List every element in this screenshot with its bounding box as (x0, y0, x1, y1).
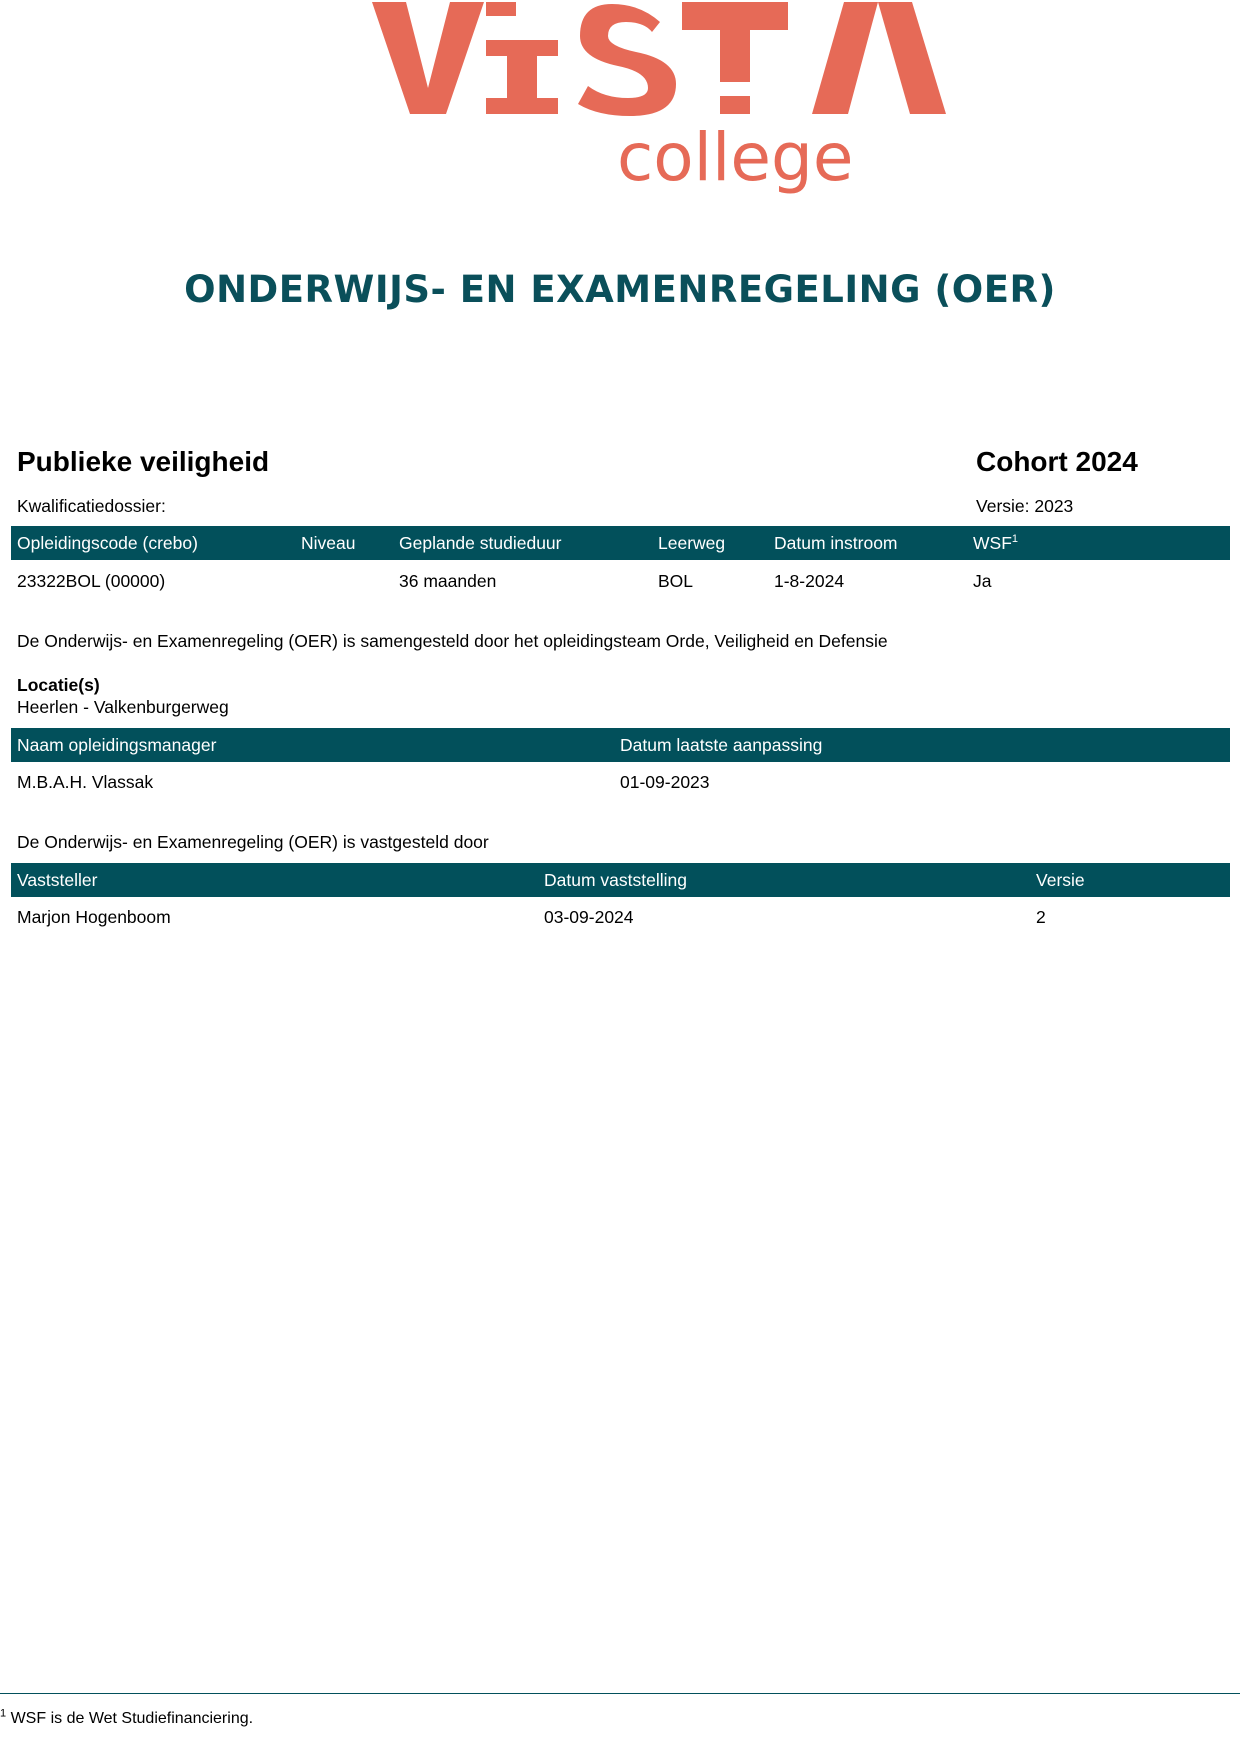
cohort-label: Cohort 2024 (976, 446, 1138, 477)
locations-value: Heerlen - Valkenburgerweg (17, 697, 229, 717)
footnote (0, 1707, 254, 1728)
manager-table-header (11, 728, 1230, 762)
cell-datum-instroom: 1-8-2024 (774, 571, 845, 591)
cell-leerweg: BOL (658, 571, 694, 591)
cell-opleidingscode: 23322BOL (00000) (17, 571, 166, 591)
vaststelling-table-header (11, 863, 1230, 897)
logo-subtext: college (617, 119, 854, 196)
established-by-text: De Onderwijs- en Examenregeling (OER) is vastgesteld door (17, 832, 489, 852)
program-name: Publieke veiligheid (17, 446, 270, 477)
header-niveau: Niveau (301, 533, 356, 553)
kwalificatiedossier-label: Kwalificatiedossier: (17, 496, 166, 516)
composed-by-text: De Onderwijs- en Examenregeling (OER) is samengesteld door het opleidingsteam Orde, Veiligheid en Defensie (17, 631, 888, 651)
header-opleidingscode: Opleidingscode (crebo) (17, 533, 198, 553)
footnote-divider (0, 1693, 1240, 1694)
header-laatste-aanpassing: Datum laatste aanpassing (620, 735, 823, 755)
table-row (11, 765, 1230, 799)
header-studieduur: Geplande studieduur (399, 533, 562, 553)
footnote-number: 1 (0, 1707, 7, 1720)
cell-studieduur: 36 maanden (399, 571, 497, 591)
table-row (11, 564, 1230, 598)
wsf-footnote-ref: 1 (1011, 533, 1019, 546)
footnote-text: WSF is de Wet Studiefinanciering. (10, 1710, 254, 1727)
cell-versie: 2 (1036, 907, 1046, 927)
versie-label: Versie: 2023 (976, 496, 1074, 516)
header-wsf: WSF$^1$ (973, 533, 1019, 553)
header-opleidingsmanager: Naam opleidingsmanager (17, 735, 217, 755)
cell-wsf: Ja (973, 571, 992, 591)
header-datum-instroom: Datum instroom (774, 533, 898, 553)
cell-laatste-aanpassing: 01-09-2023 (620, 772, 710, 792)
cell-vaststeller: Marjon Hogenboom (17, 907, 171, 927)
document-title: ONDERWIJS- EN EXAMENREGELING (OER) (184, 268, 1056, 311)
header-datum-vaststelling: Datum vaststelling (544, 870, 687, 890)
opleiding-table-header (11, 526, 1230, 560)
header-leerweg: Leerweg (658, 533, 726, 553)
locations-heading: Locatie(s) (17, 675, 100, 695)
vista-college-logo (0, 0, 1240, 210)
table-row (11, 900, 1230, 934)
cell-opleidingsmanager: M.B.A.H. Vlassak (17, 772, 154, 792)
logo-graphic (0, 0, 1240, 210)
header-vaststeller: Vaststeller (17, 870, 98, 890)
cell-datum-vaststelling: 03-09-2024 (544, 907, 634, 927)
header-versie: Versie (1036, 870, 1085, 890)
